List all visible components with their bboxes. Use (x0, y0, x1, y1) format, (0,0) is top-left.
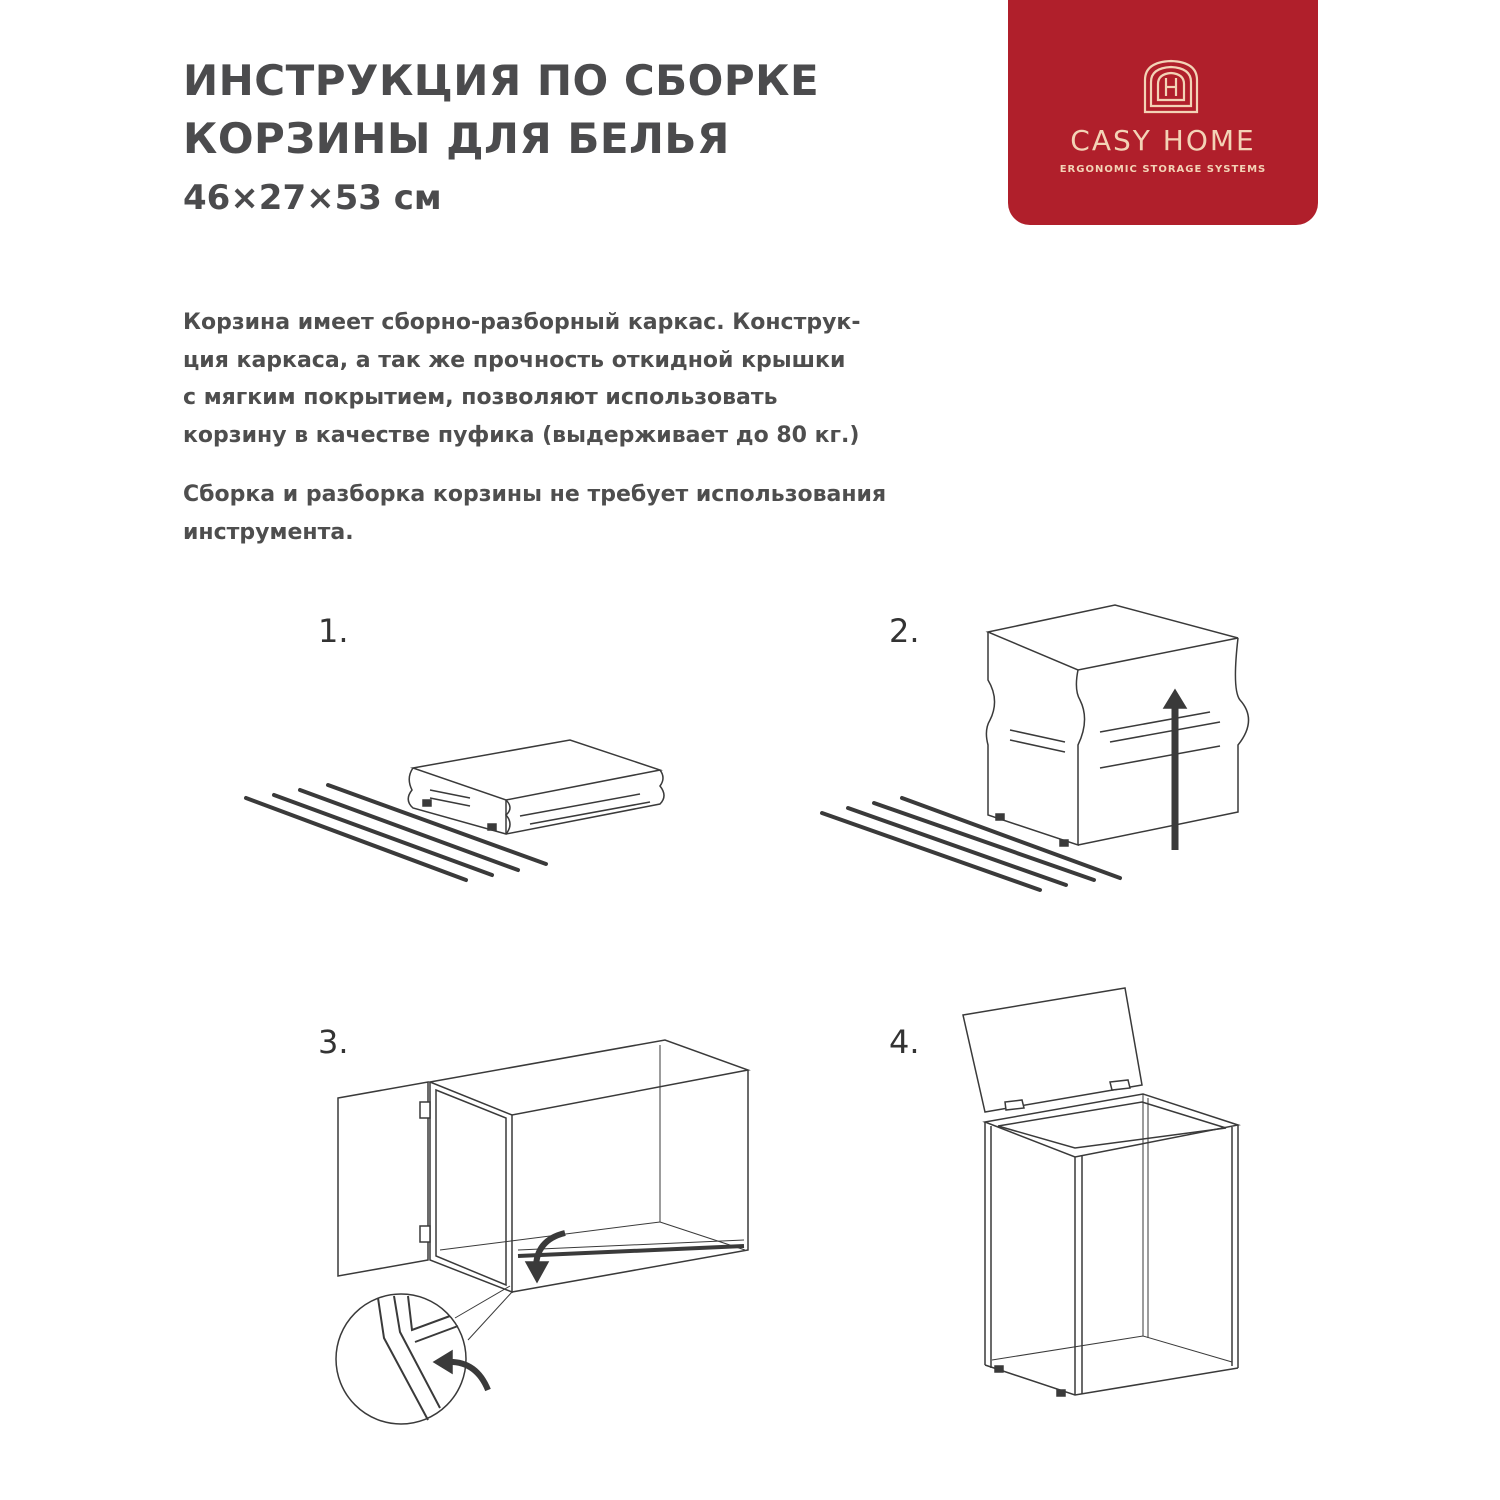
description-line: ция каркаса, а так же прочность откидной крышки (183, 347, 846, 373)
rotate-arrow-icon (526, 1233, 565, 1282)
expanding-basket-icon (986, 605, 1248, 846)
title-line-1: ИНСТРУКЦИЯ ПО СБОРКЕ (183, 56, 820, 105)
folded-basket-icon (408, 740, 664, 834)
brand-name: CASY HOME (1070, 124, 1256, 157)
product-dimensions: 46×27×53 см (183, 178, 442, 218)
description-line: корзину в качестве пуфика (выдерживает до 80 кг.) (183, 422, 860, 448)
step-number-1: 1. (318, 612, 349, 650)
description-line: инструмента. (183, 519, 354, 545)
step-2-illustration (822, 605, 1249, 890)
step-number-3: 3. (318, 1023, 349, 1061)
assembled-basket-icon (963, 988, 1238, 1396)
title-line-2: КОРЗИНЫ ДЛЯ БЕЛЬЯ (183, 114, 730, 163)
description-line: с мягким покрытием, позволяют использовать (183, 385, 778, 410)
step-1-illustration (246, 740, 664, 880)
brand-tagline: ERGONOMIC STORAGE SYSTEMS (1059, 164, 1267, 175)
detail-zoom-circle (336, 1286, 512, 1424)
description-line: Сборка и разборка корзины не требует использования (183, 482, 887, 507)
step-4-illustration (963, 988, 1238, 1396)
step-number-2: 2. (889, 612, 920, 650)
step-number-4: 4. (889, 1023, 920, 1061)
step-3-illustration (336, 1040, 748, 1424)
description-line: Корзина имеет сборно-разборный каркас. Конструк- (183, 310, 861, 335)
basket-on-side-icon (338, 1040, 748, 1292)
